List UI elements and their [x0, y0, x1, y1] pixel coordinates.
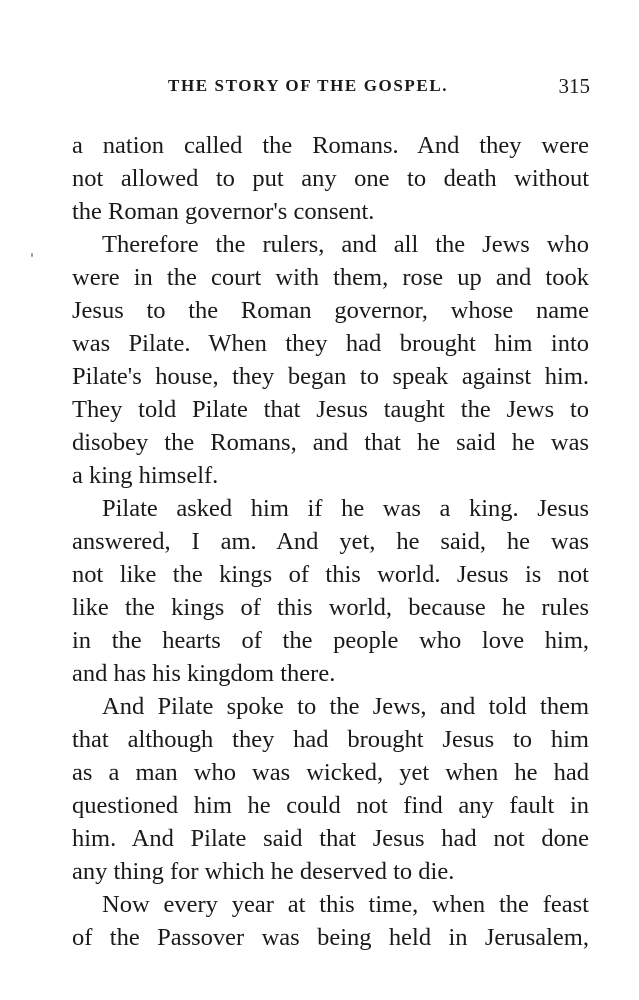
text-line: Jesus to the Roman governor, whose name [72, 297, 589, 324]
text-line: not like the kings of this world. Jesus is not [72, 561, 589, 588]
text-line: of the Passover was being held in Jerusalem, [72, 924, 589, 951]
text-line: not allowed to put any one to death without [72, 165, 589, 192]
text-line: like the kings of this world, because he rules [72, 594, 589, 621]
running-title: THE STORY OF THE GOSPEL. [168, 76, 449, 95]
text-line: in the hearts of the people who love him, [72, 627, 589, 654]
text-line: was Pilate. When they had brought him into [72, 330, 589, 357]
paper-speck [31, 253, 33, 257]
text-line: disobey the Romans, and that he said he was [72, 429, 589, 456]
text-line: Pilate's house, they began to speak against him. [72, 363, 589, 390]
text-line: any thing for which he deserved to die. [72, 858, 455, 885]
text-line: And Pilate spoke to the Jews, and told them [102, 693, 589, 720]
text-line: Now every year at this time, when the feast [102, 891, 589, 918]
text-line: were in the court with them, rose up and took [72, 264, 589, 291]
text-line: him. And Pilate said that Jesus had not done [72, 825, 589, 852]
text-line: the Roman governor's consent. [72, 198, 375, 225]
text-line: Pilate asked him if he was a king. Jesus [102, 495, 589, 522]
text-line: as a man who was wicked, yet when he had [72, 759, 589, 786]
text-line: that although they had brought Jesus to him [72, 726, 589, 753]
text-line: answered, I am. And yet, he said, he was [72, 528, 589, 555]
running-head [72, 76, 590, 106]
text-line: and has his kingdom there. [72, 660, 336, 687]
text-line: They told Pilate that Jesus taught the Jews to [72, 396, 589, 423]
body-text [72, 129, 589, 954]
page-number: 315 [558, 74, 590, 98]
text-line: Therefore the rulers, and all the Jews who [102, 231, 589, 258]
text-line: a nation called the Romans. And they were [72, 132, 589, 159]
text-line: questioned him he could not find any fault in [72, 792, 589, 819]
text-line: a king himself. [72, 462, 219, 489]
